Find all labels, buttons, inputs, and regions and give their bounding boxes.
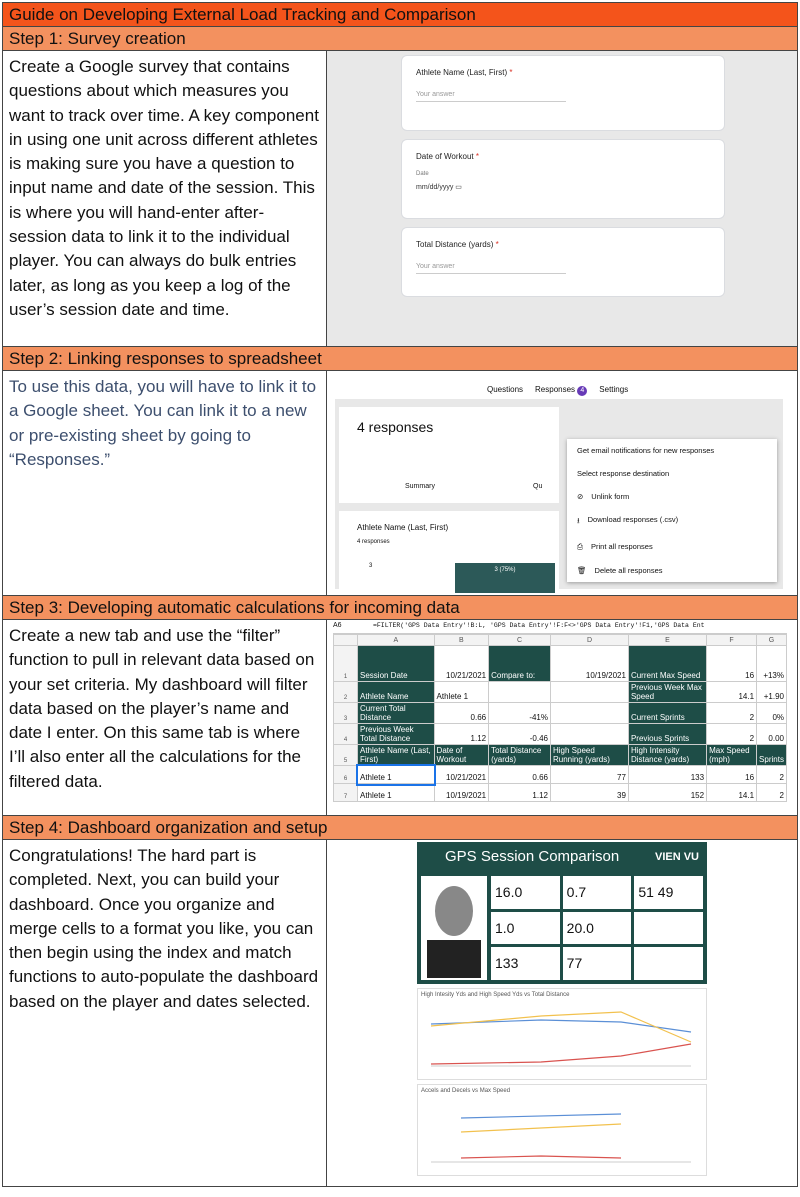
- metric-max-speed: 16.0: [491, 876, 560, 909]
- download-icon: ⭳: [577, 516, 580, 525]
- avatar: [421, 876, 487, 980]
- step4-text: Congratulations! The hard part is completed. Next, you can build your dashboard. Once you organize and merge cells to a format you like, you can then begin using the index and match functions to auto-populate the dashboard based on the player and dates selected.: [3, 840, 327, 1186]
- dashboard-screenshot: [327, 840, 797, 1186]
- trash-icon: 🗑: [577, 566, 587, 575]
- form-question-distance: Total Distance (yards) * Your answer: [401, 227, 725, 297]
- metric-accelerations: 20.0: [563, 912, 632, 945]
- guide-document: [2, 2, 798, 1187]
- step2-text: To use this data, you will have to link it to a Google sheet. You can link it to a new or pre-existing sheet by going to “Responses.”: [3, 371, 327, 595]
- step3-heading: Step 3: Developing automatic calculations for incoming data: [3, 596, 797, 620]
- survey-form-screenshot: [327, 51, 797, 346]
- spreadsheet-screenshot: [327, 620, 797, 815]
- response-menu: [567, 439, 777, 582]
- metrics-area: [417, 872, 707, 984]
- chart-distance: High Intesity Yds and High Speed Yds vs Total Distance: [417, 988, 707, 1080]
- metric-high-speed: 77: [563, 947, 632, 980]
- step2-row: [3, 371, 797, 596]
- cell-ref: A6: [333, 622, 342, 629]
- step3-text: Create a new tab and use the “filter” function to pull in relevant data based on your set criteria. My dashboard will filter data based on the player’s name and date I enter. On this same tab is where I’ll also enter all the calculations for the filtered data.: [3, 620, 327, 815]
- responses-screenshot: [327, 371, 797, 595]
- step4-heading: Step 4: Dashboard organization and setup: [3, 816, 797, 840]
- form-question-date: Date of Workout * Date mm/dd/yyyy ▭: [401, 139, 725, 219]
- responses-count: 4 responses: [357, 419, 434, 435]
- guide-title: Guide on Developing External Load Tracking and Comparison: [3, 3, 797, 27]
- data-table: A B C D E F G 1 Session Date 10/21/2021 Compare to: 10/19/2021 Current Max Speed 16 +13% 2 Athlete Name Athlete 1 Previous Week Max Speed 14.1 +1.90 3 Current Total Distance 0.66 -41% Current Sprints 2 0% 4 Previous Week Total Distance 1.12 -0.46 Previous Sprints 2 0.00 5 Athlete Name (Last, First) Date of Workout Total Distance (yards) High Speed Running (yards) High Intensity Distance (yards) Max Speed (mph) Sprints 6 Athlete 1 10/21/2021 0.66 77 133 16 2 7 Athlete 1 10/19/2021 1.12 39 152 14.1 2: [333, 634, 787, 802]
- metric-step-balance: 51 49: [634, 876, 703, 909]
- date-field[interactable]: mm/dd/yyyy ▭: [416, 184, 462, 191]
- unlink-icon: ⊘: [577, 492, 584, 501]
- chart-accels: Accels and Decels vs Max Speed: [417, 1084, 707, 1176]
- step3-row: [3, 620, 797, 816]
- step1-heading: Step 1: Survey creation: [3, 27, 797, 51]
- menu-item-destination[interactable]: Select response destination: [577, 469, 670, 478]
- metric-total-distance: 0.7: [563, 876, 632, 909]
- step1-row: [3, 51, 797, 347]
- metric-high-intensity: 133: [491, 947, 560, 980]
- step4-row: [3, 840, 797, 1186]
- tab-questions[interactable]: Questions: [487, 385, 524, 394]
- menu-item-download[interactable]: ⭳ Download responses (.csv): [567, 508, 777, 535]
- distance-answer-field[interactable]: Your answer: [416, 263, 566, 274]
- form-question-name: Athlete Name (Last, First) * Your answer: [401, 55, 725, 131]
- response-bar: 3 (75%): [455, 563, 555, 593]
- summary-tab[interactable]: Summary: [405, 483, 435, 490]
- menu-item-print[interactable]: ⎙ Print all responses: [577, 542, 653, 551]
- responses-panel: 4 responses Summary Qu Athlete Name (Last, First) 4 responses 3 3 (75%) Get email notifications for new responses Select response destination ⊘ Unlink form ⭳ Download responses (.csv) ⎙ Print all responses 🗑 Delete all responses: [335, 399, 783, 589]
- tab-settings[interactable]: Settings: [599, 385, 629, 394]
- print-icon: ⎙: [577, 542, 583, 551]
- dashboard-title: GPS Session Comparison VIEN VU: [417, 842, 707, 872]
- calendar-icon: ▭: [455, 184, 462, 191]
- formula-bar[interactable]: =FILTER('GPS Data Entry'!B:L, 'GPS Data Entry'!F:F<>'GPS Data Entry'!F1,'GPS Data Ent: [373, 622, 705, 629]
- menu-item-delete[interactable]: 🗑 Delete all responses: [577, 566, 663, 575]
- tab-responses[interactable]: Responses 4: [535, 385, 587, 402]
- step2-heading: Step 2: Linking responses to spreadsheet: [3, 347, 797, 371]
- menu-item-unlink[interactable]: ⊘ Unlink form: [577, 492, 630, 501]
- logo: VIEN VU: [654, 851, 699, 863]
- menu-item-notifications[interactable]: Get email notifications for new responses: [577, 446, 715, 455]
- step1-text: Create a Google survey that contains questions about which measures you want to track over time. A key component in using one unit across different athletes is making sure you have a question to input name and date of the session. This is where you will hand-enter after-session data to link it to the individual player. You can always do bulk entries later, as long as you keep a log of the user’s session date and time.: [3, 51, 327, 346]
- metric-decelerations: 1.0: [491, 912, 560, 945]
- name-answer-field[interactable]: Your answer: [416, 91, 566, 102]
